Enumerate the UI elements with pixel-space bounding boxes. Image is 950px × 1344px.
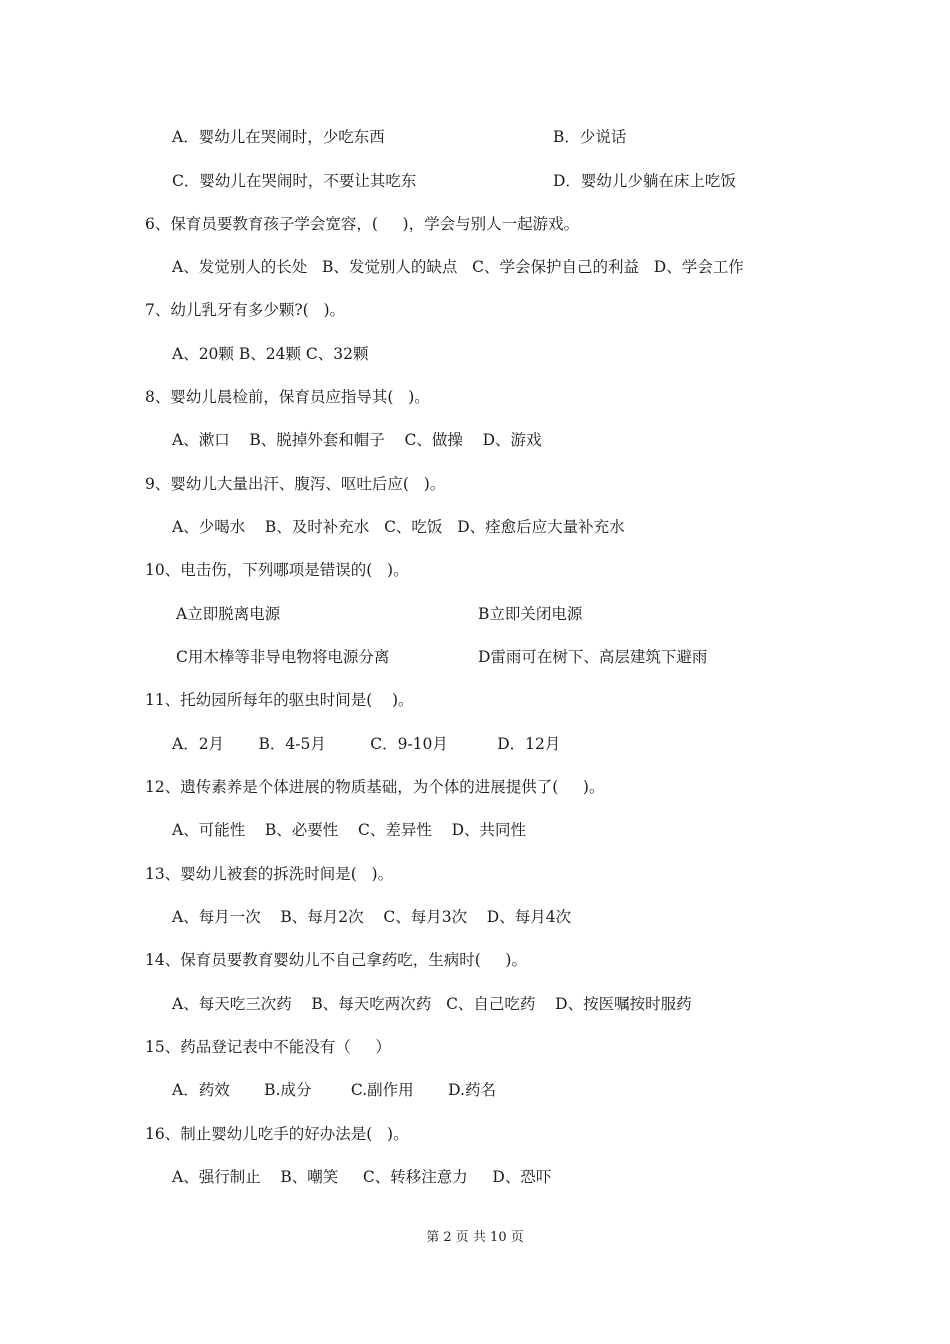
question-10-option-d: D雷雨可在树下、高层建筑下避雨	[478, 648, 708, 666]
question-7-stem: 7、幼儿乳牙有多少颗?( )。	[145, 301, 346, 319]
question-12-stem: 12、遗传素养是个体进展的物质基础，为个体的进展提供了( )。	[145, 778, 605, 796]
question-16-stem: 16、制止婴幼儿吃手的好办法是( )。	[145, 1125, 409, 1143]
question-16-options: A、强行制止 B、嘲笑 C、转移注意力 D、恐吓	[172, 1168, 552, 1186]
question-8-options: A、漱口 B、脱掉外套和帽子 C、做操 D、游戏	[172, 431, 542, 449]
question-11-options: A．2月 B．4-5月 C．9-10月 D．12月	[172, 735, 561, 753]
question-6-stem: 6、保育员要教育孩子学会宽容，( )，学会与别人一起游戏。	[145, 215, 580, 233]
question-15-options: A．药效 B.成分 C.副作用 D.药名	[172, 1081, 496, 1099]
page-number-footer: 第 2 页 共 10 页	[426, 1230, 524, 1245]
question-10-option-c: C用木棒等非导电物将电源分离	[176, 648, 390, 666]
question-11-stem: 11、托幼园所每年的驱虫时间是( )。	[145, 691, 414, 709]
question-6-options: A、发觉别人的长处 B、发觉别人的缺点 C、学会保护自己的利益 D、学会工作	[172, 258, 744, 276]
q5-option-c: C．婴幼儿在哭闹时，不要让其吃东	[172, 172, 417, 190]
question-9-options: A、少喝水 B、及时补充水 C、吃饭 D、痊愈后应大量补充水	[172, 518, 625, 536]
question-14-options: A、每天吃三次药 B、每天吃两次药 C、自己吃药 D、按医嘱按时服药	[172, 995, 692, 1013]
question-15-stem: 15、药品登记表中不能没有（ ）	[145, 1038, 391, 1056]
question-13-stem: 13、婴幼儿被套的拆洗时间是( )。	[145, 865, 394, 883]
question-9-stem: 9、婴幼儿大量出汗、腹泻、呕吐后应( )。	[145, 475, 446, 493]
q5-option-b: B．少说话	[553, 128, 627, 146]
question-12-options: A、可能性 B、必要性 C、差异性 D、共同性	[172, 821, 526, 839]
question-10-option-b: B立即关闭电源	[478, 605, 583, 623]
question-14-stem: 14、保育员要教育婴幼儿不自己拿药吃，生病时( )。	[145, 951, 527, 969]
question-10-stem: 10、电击伤，下列哪项是错误的( )。	[145, 561, 409, 579]
question-7-options: A、20颗 B、24颗 C、32颗	[172, 345, 369, 363]
q5-option-d: D．婴幼儿少躺在床上吃饭	[553, 172, 736, 190]
question-13-options: A、每月一次 B、每月2次 C、每月3次 D、每月4次	[172, 908, 572, 926]
question-10-option-a: A立即脱离电源	[176, 605, 281, 623]
q5-option-a: A．婴幼儿在哭闹时，少吃东西	[172, 128, 385, 146]
question-8-stem: 8、婴幼儿晨检前，保育员应指导其( )。	[145, 388, 430, 406]
